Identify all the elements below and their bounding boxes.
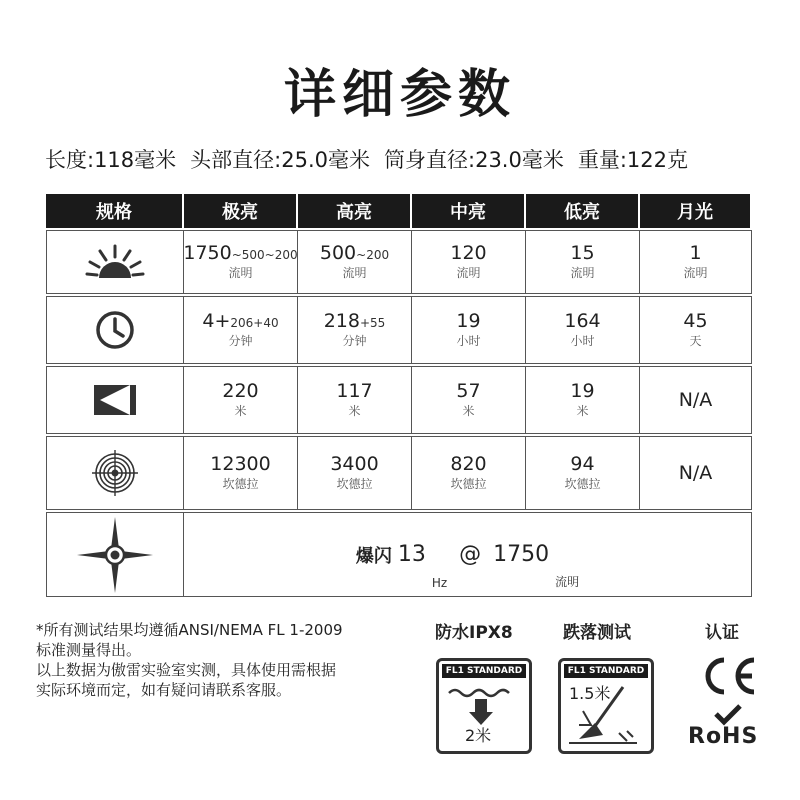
value: 820: [450, 453, 487, 476]
lumens-medium-cell: [411, 230, 526, 294]
value-sub: 206+40: [230, 316, 279, 331]
strobe-lumens-unit: 流明: [555, 575, 580, 589]
intensity-low-cell: [525, 436, 640, 510]
unit: 米: [462, 404, 475, 419]
target-intensity-icon: [90, 448, 140, 498]
certification-title: 认证: [705, 623, 739, 643]
ce-logo-icon: [700, 654, 760, 698]
value: 15: [570, 242, 595, 265]
row-strobe-icon-cell: [46, 512, 184, 597]
drop-height: 1.5米: [569, 684, 611, 703]
unit: 坎德拉: [564, 477, 601, 492]
strobe-star-icon: [75, 515, 155, 595]
value: 19: [456, 310, 481, 333]
unit: 流明: [683, 266, 708, 281]
header-moonlight: 月光: [640, 194, 752, 228]
value: 1750: [183, 242, 232, 265]
intensity-high-cell: [297, 436, 412, 510]
strobe-frequency: 13: [397, 542, 426, 567]
strobe-cell: [183, 512, 752, 597]
length-spec: 长度:118毫米: [45, 148, 177, 172]
value: 120: [450, 242, 487, 265]
test-note: [36, 620, 426, 700]
value: 164: [564, 310, 601, 333]
distance-medium-cell: [411, 366, 526, 434]
distance-low-cell: [525, 366, 640, 434]
header-medium: 中亮: [412, 194, 526, 228]
unit: 流明: [456, 266, 481, 281]
ce-mark: [700, 654, 760, 698]
unit: 坎德拉: [222, 477, 259, 492]
value: 57: [456, 380, 481, 403]
unit: 天: [689, 334, 702, 349]
intensity-moonlight-cell: [639, 436, 752, 510]
runtime-low-cell: [525, 296, 640, 364]
value: 220: [222, 380, 259, 403]
row-intensity-icon-cell: [46, 436, 184, 510]
value: N/A: [678, 461, 713, 484]
body-diameter-spec: 筒身直径:23.0毫米: [384, 148, 564, 172]
waterproof-depth: 2米: [465, 726, 492, 745]
value-sub: ~200: [356, 248, 390, 263]
unit: 流明: [570, 266, 595, 281]
value: 12300: [210, 453, 271, 476]
distance-turbo-cell: [183, 366, 298, 434]
drop-impact-icon: [561, 679, 645, 749]
dimensions-row: [45, 144, 765, 174]
drop-test-standard: FL1 STANDARD: [564, 664, 648, 678]
unit: 坎德拉: [450, 477, 487, 492]
row-distance-icon-cell: [46, 366, 184, 434]
beam-distance-icon: [90, 382, 140, 418]
value: 500: [319, 242, 357, 265]
unit: 小时: [570, 334, 595, 349]
note-line: 标准测量得出。: [36, 641, 142, 659]
unit: 分钟: [342, 334, 367, 349]
lumens-moonlight-cell: [639, 230, 752, 294]
header-high: 高亮: [298, 194, 412, 228]
unit: 小时: [456, 334, 481, 349]
checkmark-icon: [713, 702, 743, 726]
waterproof-badge: [436, 658, 532, 754]
runtime-high-cell: [297, 296, 412, 364]
unit: 米: [234, 404, 247, 419]
row-lumens-icon-cell: [46, 230, 184, 294]
intensity-medium-cell: [411, 436, 526, 510]
waterproof-title: 防水IPX8: [435, 623, 513, 643]
header-spec: 规格: [46, 194, 184, 228]
clock-runtime-icon: [93, 308, 137, 352]
unit: 坎德拉: [336, 477, 373, 492]
runtime-moonlight-cell: [639, 296, 752, 364]
note-line: 实际环境而定，如有疑问请联系客服。: [36, 681, 292, 699]
rohs-mark: RoHS: [688, 724, 759, 749]
strobe-label: 爆闪: [355, 545, 392, 567]
value-sub: +55: [359, 316, 386, 331]
strobe-frequency-unit: Hz: [431, 576, 448, 590]
value: N/A: [678, 388, 713, 411]
drop-test-title: 跌落测试: [563, 623, 631, 643]
sun-brightness-icon: [85, 242, 145, 282]
lumens-turbo-cell: [183, 230, 298, 294]
head-diameter-spec: 头部直径:25.0毫米: [190, 148, 371, 172]
note-line: *所有测试结果均遵循ANSI/NEMA FL 1-2009: [36, 621, 343, 639]
value: 3400: [330, 453, 379, 476]
value: 94: [570, 453, 595, 476]
unit: 米: [576, 404, 589, 419]
spec-table: [46, 194, 752, 589]
drop-test-badge: [558, 658, 654, 754]
unit: 米: [348, 404, 361, 419]
value: 19: [570, 380, 595, 403]
value: 4+: [202, 310, 231, 333]
unit: 流明: [342, 266, 367, 281]
note-line: 以上数据为傲雷实验室实测，具体使用需根据: [36, 661, 337, 679]
value: 218: [323, 310, 360, 333]
strobe-lumens: 1750: [493, 542, 550, 567]
value: 1: [689, 242, 702, 265]
unit: 分钟: [228, 334, 253, 349]
row-runtime-icon-cell: [46, 296, 184, 364]
waterproof-standard: FL1 STANDARD: [442, 664, 526, 678]
weight-spec: 重量:122克: [577, 148, 689, 172]
value-sub: ~500~200: [231, 248, 298, 263]
runtime-medium-cell: [411, 296, 526, 364]
page-title: 详细参数: [283, 65, 516, 125]
header-turbo: 极亮: [184, 194, 298, 228]
lumens-high-cell: [297, 230, 412, 294]
value: 117: [336, 380, 373, 403]
distance-high-cell: [297, 366, 412, 434]
header-low: 低亮: [526, 194, 640, 228]
unit: 流明: [228, 266, 253, 281]
intensity-turbo-cell: [183, 436, 298, 510]
runtime-turbo-cell: [183, 296, 298, 364]
lumens-low-cell: [525, 230, 640, 294]
strobe-at: @: [459, 542, 482, 567]
distance-moonlight-cell: [639, 366, 752, 434]
value: 45: [683, 310, 708, 333]
